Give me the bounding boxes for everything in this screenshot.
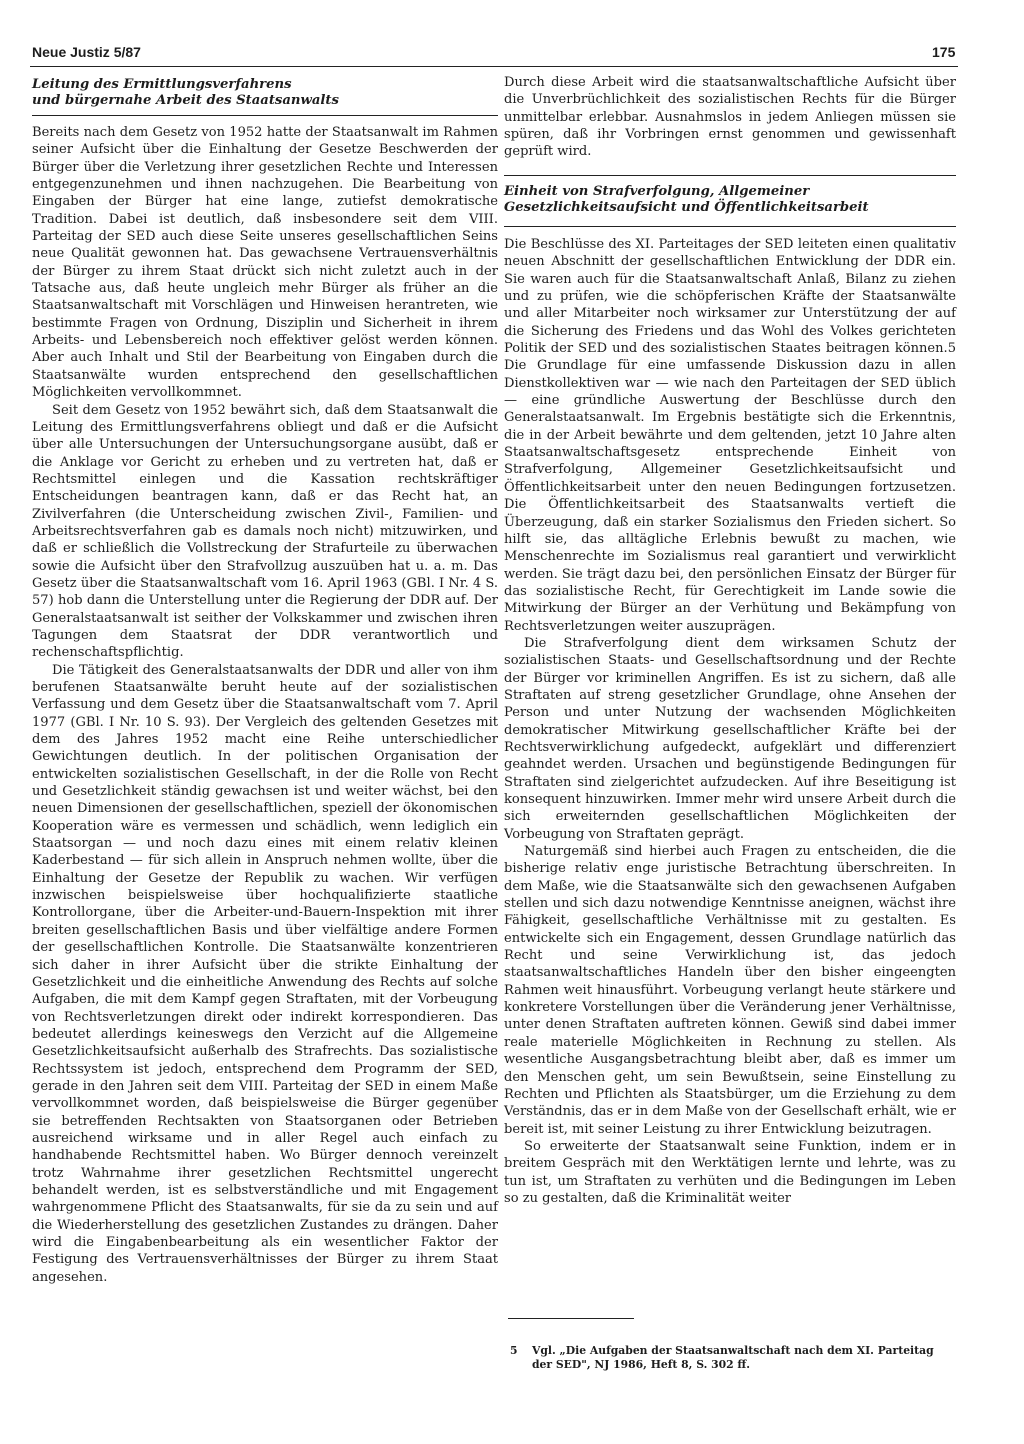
right-paragraph-1: Die Beschlüsse des XI. Parteitages der SED leiteten einen qualitativ neuen Abschnitt der gesellschaftlichen Entwicklung der DDR ein. Sie waren auch für die Staatsanwaltschaft Anlaß, Bilanz zu ziehen und zu prüfen, wie die schöpferischen Kräfte der Staatsanwälte und aller Mitarbeiter noch wirksamer zur Unterstützung der auf die Sicherung des Friedens und das Wohl des Volkes gerichteten Politik der SED und des sozialistischen Staates beitragen können.5 Die Grundlage für eine umfassende Diskussion dazu in allen Dienstkollektiven war — wie nach den Parteitagen der SED üblich — eine gründliche Auswertung der Beschlüsse durch den Generalstaatsanwalt. Im Ergebnis bestätigte sich die Erkenntnis, die in der Arbeit bewährte und dem geltenden, jetzt 10 Jahre alten Staatsanwaltschaftsgesetz entsprechende Einheit von Strafverfolgung, Allgemeiner Gesetzlichkeitsaufsicht und Öffentlichkeitsarbeit unter den neuen Bedingungen fortzusetzen. Die Öffentlichkeitsarbeit des Staatsanwalts vertieft die Überzeugung, daß ein starker Sozialismus den Frieden sichert. So hilft sie, das alltägliche Erlebnis bewußt zu machen, wie Menschenrechte im Sozialismus real garantiert und verwirklicht werden. Sie trägt dazu bei, den persönlichen Einsatz der Bürger für das sozialistische Recht, für Gerechtigkeit im Lande sowie die Mitwirkung der Bürger an der Verhütung und Bekämpfung von Rechtsverletzungen weiter auszuprägen. — [504, 237, 956, 634]
left-heading-line1: Leitung des Ermittlungsverfahrens — [32, 77, 292, 92]
right-intro-text — [504, 74, 956, 161]
right-intro-paragraph: Durch diese Arbeit wird die staatsanwaltschaftliche Aufsicht über die Unverbrüchlichkeit des sozialistischen Rechts für die Bürger unmittelbar erlebbar. Ausnahmslos in jedem Anliegen müssen sie spüren, daß ihr Vorbringen ernst genommen und gewissenhaft geprüft wird. — [504, 75, 956, 160]
journal-title: Neue Justiz 5/87 — [32, 44, 141, 60]
right-paragraph-2: Die Strafverfolgung dient dem wirksamen Schutz der sozialistischen Staats- und Gesellschaftsordnung und der Rechte der Bürger vor kriminellen Angriffen. Es ist zu sichern, daß alle Straftaten auf streng gesetzlicher Grundlage, ohne Ansehen der Person und unter Nutzung der wachsenden Möglichkeiten demokratischer Mitwirkung gesellschaftlicher Kräfte bei der Rechtsverwirklichung aufgedeckt, aufgeklärt und differenziert geahndet werden. Ursachen und begünstigende Bedingungen für Straftaten sind zielgerichtet aufzudecken. Auf ihre Beseitigung ist konsequent hinzuwirken. Immer mehr wird unsere Arbeit durch die sich erweiternden gesellschaftlichen Möglichkeiten der Vorbeugung von Straftaten geprägt. — [504, 635, 956, 842]
left-paragraph-3: Die Tätigkeit des Generalstaatsanwalts der DDR und aller von ihm berufenen Staatsanwälte beruht heute auf der sozialistischen Verfassung und dem Gesetz über die Staatsanwaltschaft vom 7. April 1977 (GBl. I Nr. 10 S. 93). Der Vergleich des geltenden Gesetzes mit dem des Jahres 1952 macht eine Reihe unterschiedlicher Gewichtungen deutlich. In der politischen Organisation der entwickelten sozialistischen Gesellschaft, in der die Rolle von Recht und Gesetzlichkeit ständig gewachsen ist und weiter wächst, bei den neuen Dimensionen der gesellschaftlichen, speziell der ökonomischen Kooperation wäre es vermessen und schädlich, wenn lediglich ein Staatsorgan — und noch dazu eines mit einem relativ kleinen Kaderbestand — für sich allein in Anspruch nehmen wollte, über die Einhaltung der Gesetze der Republik zu wachen. Wir verfügen inzwischen beispielsweise über hochqualifizierte staatliche Kontrollorgane, über die Arbeiter-und-Bauern-Inspektion mit ihrer breiten gesellschaftlichen Basis und über vielfältige andere Formen der gesellschaftlichen Kontrolle. Die Staatsanwälte konzentrieren sich daher in ihrer Aufsicht über die strikte Einhaltung der Gesetzlichkeit und die einheitliche Anwendung des Rechts auf solche Aufgaben, die mit dem Kampf gegen Straftaten, mit der Vorbeugung von Rechtsverletzungen direkt oder indirekt korrespondieren. Das bedeutet allerdings keineswegs den Verzicht auf die Allgemeine Gesetzlichkeitsaufsicht außerhalb des Strafrechts. Das sozialistische Rechtssystem ist jedoch, entsprechend dem Programm der SED, gerade in den Jahren seit dem VIII. Parteitag der SED in einem Maße vervollkommnet worden, daß beispielsweise die Bürger gegenüber sie betreffenden Rechtsakten von Staatsorganen oder Betrieben ausreichend wirksame und in aller Regel auch einfach zu handhabende Rechtsmittel haben. Wo Bürger dennoch vereinzelt trotz Wahrnahme ihrer gesetzlichen Rechtsmittel ungerecht behandelt werden, ist es selbstverständliche und mit Engagement wahrgenommene Pflicht des Staatsanwalts, für sie da zu sein und auf die Wiederherstellung des gesetzlichen Zustandes zu drängen. Daher wird die Eingabenbearbeitung als ein wesentlicher Faktor der Festigung des Vertrauensverhältnisses der Bürger zu ihrem Staat angesehen. — [32, 662, 498, 1285]
footnote-rule — [508, 1318, 634, 1319]
left-heading-line2: und bürgernahe Arbeit des Staatsanwalts — [32, 93, 339, 108]
left-body-text — [32, 124, 498, 1286]
left-paragraph-2: Seit dem Gesetz von 1952 bewährt sich, daß dem Staatsanwalt die Leitung des Ermittlungsverfahrens obliegt und daß er die Aufsicht über alle Untersuchungen der Untersuchungsorgane ausübt, daß er die Anklage vor Gericht zu erheben und zu vertreten hat, daß er Rechtsmittel einlegen und die Kassation rechtskräftiger Entscheidungen beantragen kann, daß er das Recht hat, an Zivilverfahren (die Unterscheidung zwischen Zivil-, Familien- und Arbeitsrechtsverfahren gab es damals noch nicht) mitzuwirken, und daß er schließlich die Vollstreckung der Strafurteile zu überwachen sowie die Aufsicht über den Strafvollzug auszuüben hat u. a. m. Das Gesetz über die Staatsanwaltschaft vom 16. April 1963 (GBl. I Nr. 4 S. 57) hob dann die Unterstellung unter die Regierung der DDR auf. Der Generalstaatsanwalt ist seither der Volkskammer und zwischen ihren Tagungen dem Staatsrat der DDR verantwortlich und rechenschaftspflichtig. — [32, 402, 498, 661]
right-paragraph-4: So erweiterte der Staatsanwalt seine Funktion, indem er in breitem Gespräch mit den Werktätigen lernte und lehrte, was zu tun ist, um Straftaten zu verhüten und die Bedingungen im Leben so zu gestalten, daß die Kriminalität weiter — [504, 1138, 956, 1206]
left-paragraph-1: Bereits nach dem Gesetz von 1952 hatte der Staatsanwalt im Rahmen seiner Aufsicht über die Einhaltung der Gesetze Beschwerden der Bürger über die Verletzung ihrer gesetzlichen Rechte und Interessen entgegenzunehmen und ihnen nachzugehen. Die Bearbeitung von Eingaben der Bürger hat eine lange, zutiefst demokratische Tradition. Dabei ist deutlich, daß insbesondere seit dem VIII. Parteitag der SED auch diese Seite unseres gesellschaftlichen Seins neue Qualität gewonnen hat. Das gewachsene Vertrauensverhältnis der Bürger zu ihrem Staat drückt sich nicht zuletzt auch in der Tatsache aus, daß heute ungleich mehr Bürger als früher an die Staatsanwaltschaft mit Vorschlägen und Hinweisen herantreten, wie bestimmte Fragen von Ordnung, Disziplin und Sicherheit in ihrem Arbeits- und Lebensbereich noch effektiver gelöst werden können. Aber auch Inhalt und Stil der Bearbeitung von Eingaben durch die Staatsanwälte wurden entsprechend den gesellschaftlichen Möglichkeiten vervollkommnet. — [32, 125, 498, 401]
footnote-number: 5 — [510, 1344, 518, 1357]
footnote — [510, 1344, 956, 1371]
right-section-heading — [504, 184, 956, 216]
right-heading-line2: Gesetzlichkeitsaufsicht und Öffentlichkeitsarbeit — [504, 200, 869, 215]
left-section-heading — [32, 77, 498, 109]
right-paragraph-3: Naturgemäß sind hierbei auch Fragen zu entscheiden, die die bisherige relativ enge juristische Betrachtung überschreiten. In dem Maße, wie die Staatsanwälte sich den gewachsenen Aufgaben stellen und sich dazu notwendige Kenntnisse aneignen, wächst ihre Fähigkeit, gesellschaftliche Verhältnisse mit zu gestalten. Es entwickelte sich ein Engagement, dessen Grundlage natürlich das Recht und seine Verwirklichung ist, das jedoch staatsanwaltschaftliches Handeln über den bisher eingeengten Rahmen weit hinausführt. Vorbeugung verlangt heute stärkere und konkretere Vorstellungen über die Veränderung jener Verhältnisse, unter denen Straftaten auftreten können. Gewiß sind dabei immer reale materielle Möglichkeiten in Rechnung zu stellen. Als wesentliche Ausgangsbetrachtung bleibt aber, daß es immer um den Menschen geht, um sein Bewußtsein, seine Einstellung zu Rechten und Pflichten als Staatsbürger, um die Erziehung zu dem Verständnis, das er in dem Maße von der Gesellschaft erhält, wie er bereit ist, mit seiner Leistung zu ihrer Entwicklung beizutragen. — [504, 844, 956, 1137]
right-heading-rule — [504, 226, 956, 227]
page-number: 175 — [932, 44, 956, 60]
left-heading-rule — [32, 115, 498, 116]
footnote-text: Vgl. „Die Aufgaben der Staatsanwaltschaft nach dem XI. Parteitag der SED", NJ 1986, Heft 8, S. 302 ff. — [532, 1344, 934, 1371]
header-rule — [30, 66, 958, 67]
right-heading-line1: Einheit von Strafverfolgung, Allgemeiner — [504, 184, 810, 199]
right-section-rule-top — [504, 175, 956, 176]
right-body-text — [504, 236, 956, 1207]
